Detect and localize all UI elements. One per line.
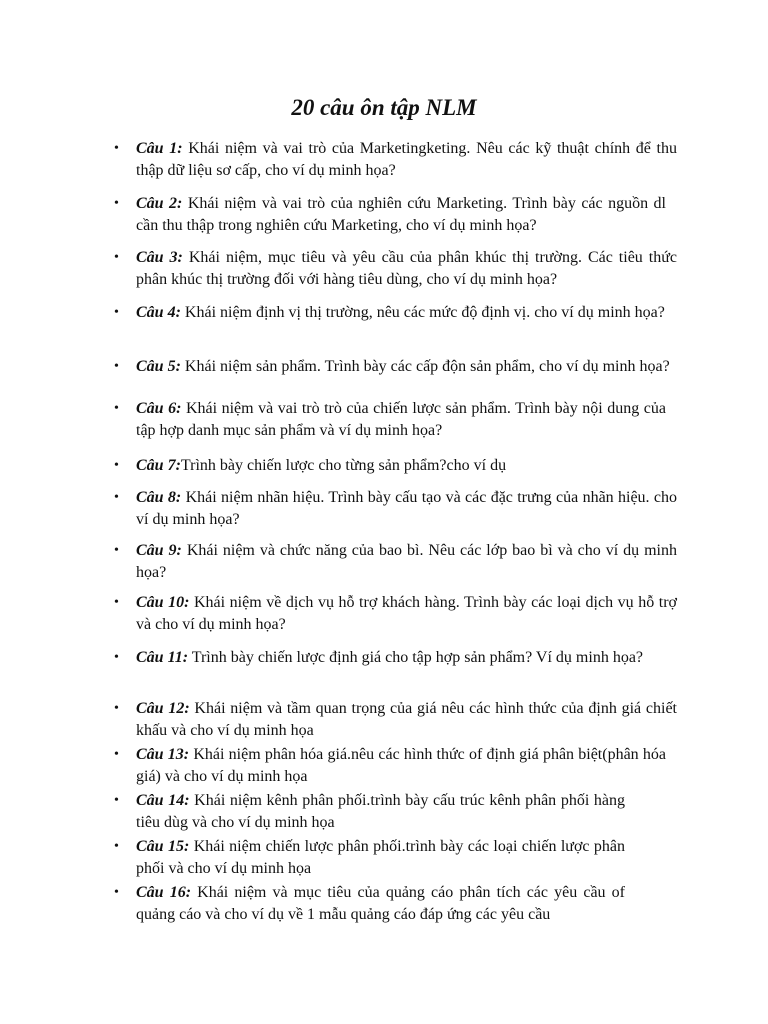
bullet: • xyxy=(114,458,119,473)
list-item-question-5 xyxy=(114,356,677,378)
bullet: • xyxy=(114,595,119,610)
question-label: Câu 9: xyxy=(136,542,182,559)
bullet: • xyxy=(114,141,119,156)
question-text: Khái niệm, mục tiêu và yêu cầu của phân khúc thị trường. Các tiêu thức phân khúc thị trường đối với hàng tiêu dùng, cho ví dụ minh họa? xyxy=(136,249,677,288)
page-title: 20 câu ôn tập NLM xyxy=(291,95,477,120)
bullet: • xyxy=(114,650,119,665)
bullet: • xyxy=(114,401,119,416)
question-label: Câu 11: xyxy=(136,649,189,666)
bullet: • xyxy=(114,885,119,900)
bullet: • xyxy=(114,359,119,374)
question-label: Câu 8: xyxy=(136,489,182,506)
question-label: Câu 16: xyxy=(136,884,192,901)
bullet: • xyxy=(114,305,119,320)
question-text: Khái niệm và vai trò trò của chiến lược sản phẩm. Trình bày nội dung của tập hợp danh mục sản phẩm và ví dụ minh họa? xyxy=(136,400,667,439)
question-text: Khái niệm phân hóa giá.nêu các hình thức of định giá phân biệt(phân hóa giá) và cho ví dụ minh họa xyxy=(136,746,667,785)
list-item-question-4 xyxy=(114,302,677,324)
question-label: Câu 15: xyxy=(136,838,190,855)
list-item-question-6 xyxy=(114,398,667,442)
bullet: • xyxy=(114,196,119,211)
bullet: • xyxy=(114,839,119,854)
list-item-question-10 xyxy=(114,592,677,636)
question-label: Câu 14: xyxy=(136,792,190,809)
list-item-question-16 xyxy=(114,882,625,926)
list-item-question-8 xyxy=(114,487,678,531)
question-label: Câu 13: xyxy=(136,746,190,763)
list-item-question-15 xyxy=(114,836,625,880)
list-item-question-9 xyxy=(114,540,677,584)
list-item-question-12 xyxy=(114,698,678,742)
question-text: Khái niệm và chức năng của bao bì. Nêu các lớp bao bì và cho ví dụ minh họa? xyxy=(136,542,677,581)
question-text: Khái niệm kênh phân phối.trình bày cấu trúc kênh phân phối hàng tiêu dùg và cho ví dụ minh họa xyxy=(136,792,625,831)
question-text: Khái niệm và tầm quan trọng của giá nêu các hình thức của định giá chiết khấu và cho ví dụ minh họa xyxy=(136,700,678,739)
list-item-question-2 xyxy=(114,193,666,237)
list-item-question-7 xyxy=(114,455,677,477)
question-text: Khái niệm và vai trò của Marketingketing. Nêu các kỹ thuật chính để thu thập dữ liệu sơ cấp, cho ví dụ minh họa? xyxy=(136,140,677,179)
question-text: Khái niệm sản phẩm. Trình bày các cấp độn sản phẩm, cho ví dụ minh họa? xyxy=(180,358,670,375)
question-text: Trình bày chiến lược định giá cho tập hợp sản phẩm? Ví dụ minh họa? xyxy=(188,649,644,666)
question-label: Câu 7: xyxy=(136,457,181,474)
question-text: Khái niệm về dịch vụ hỗ trợ khách hàng. Trình bày các loại dịch vụ hỗ trợ và cho ví dụ minh họa? xyxy=(136,594,677,633)
list-item-question-1 xyxy=(114,138,677,182)
question-text: Khái niệm nhãn hiệu. Trình bày cấu tạo và các đặc trưng của nhãn hiệu. cho ví dụ minh họa? xyxy=(136,489,678,528)
question-label: Câu 5: xyxy=(136,358,181,375)
list-item-question-14 xyxy=(114,790,625,834)
list-item-question-11 xyxy=(114,647,677,669)
question-label: Câu 2: xyxy=(136,195,183,212)
list-item-question-13 xyxy=(114,744,667,788)
list-item-question-3 xyxy=(114,247,677,291)
bullet: • xyxy=(114,250,119,265)
question-label: Câu 3: xyxy=(136,249,183,266)
question-label: Câu 1: xyxy=(136,140,183,157)
question-text: Khái niệm và mục tiêu của quảng cáo phân tích các yêu cầu of quảng cáo và cho ví dụ về 1 mẫu quảng cáo đáp ứng các yêu cầu xyxy=(136,884,625,923)
question-text: Khái niệm định vị thị trường, nêu các mức độ định vị. cho ví dụ minh họa? xyxy=(180,304,665,321)
bullet: • xyxy=(114,490,119,505)
question-text: Trình bày chiến lược cho từng sản phẩm?cho ví dụ xyxy=(180,457,507,474)
bullet: • xyxy=(114,543,119,558)
bullet: • xyxy=(114,701,119,716)
bullet: • xyxy=(114,793,119,808)
question-label: Câu 6: xyxy=(136,400,182,417)
question-label: Câu 10: xyxy=(136,594,190,611)
question-label: Câu 12: xyxy=(136,700,190,717)
bullet: • xyxy=(114,747,119,762)
question-text: Khái niệm chiến lược phân phối.trình bày các loại chiến lược phân phối và cho ví dụ minh họa xyxy=(136,838,625,877)
question-label: Câu 4: xyxy=(136,304,181,321)
question-text: Khái niệm và vai trò của nghiên cứu Marketing. Trình bày các nguồn dl cần thu thập trong nghiên cứu Marketing, cho ví dụ minh họa? xyxy=(136,195,666,234)
